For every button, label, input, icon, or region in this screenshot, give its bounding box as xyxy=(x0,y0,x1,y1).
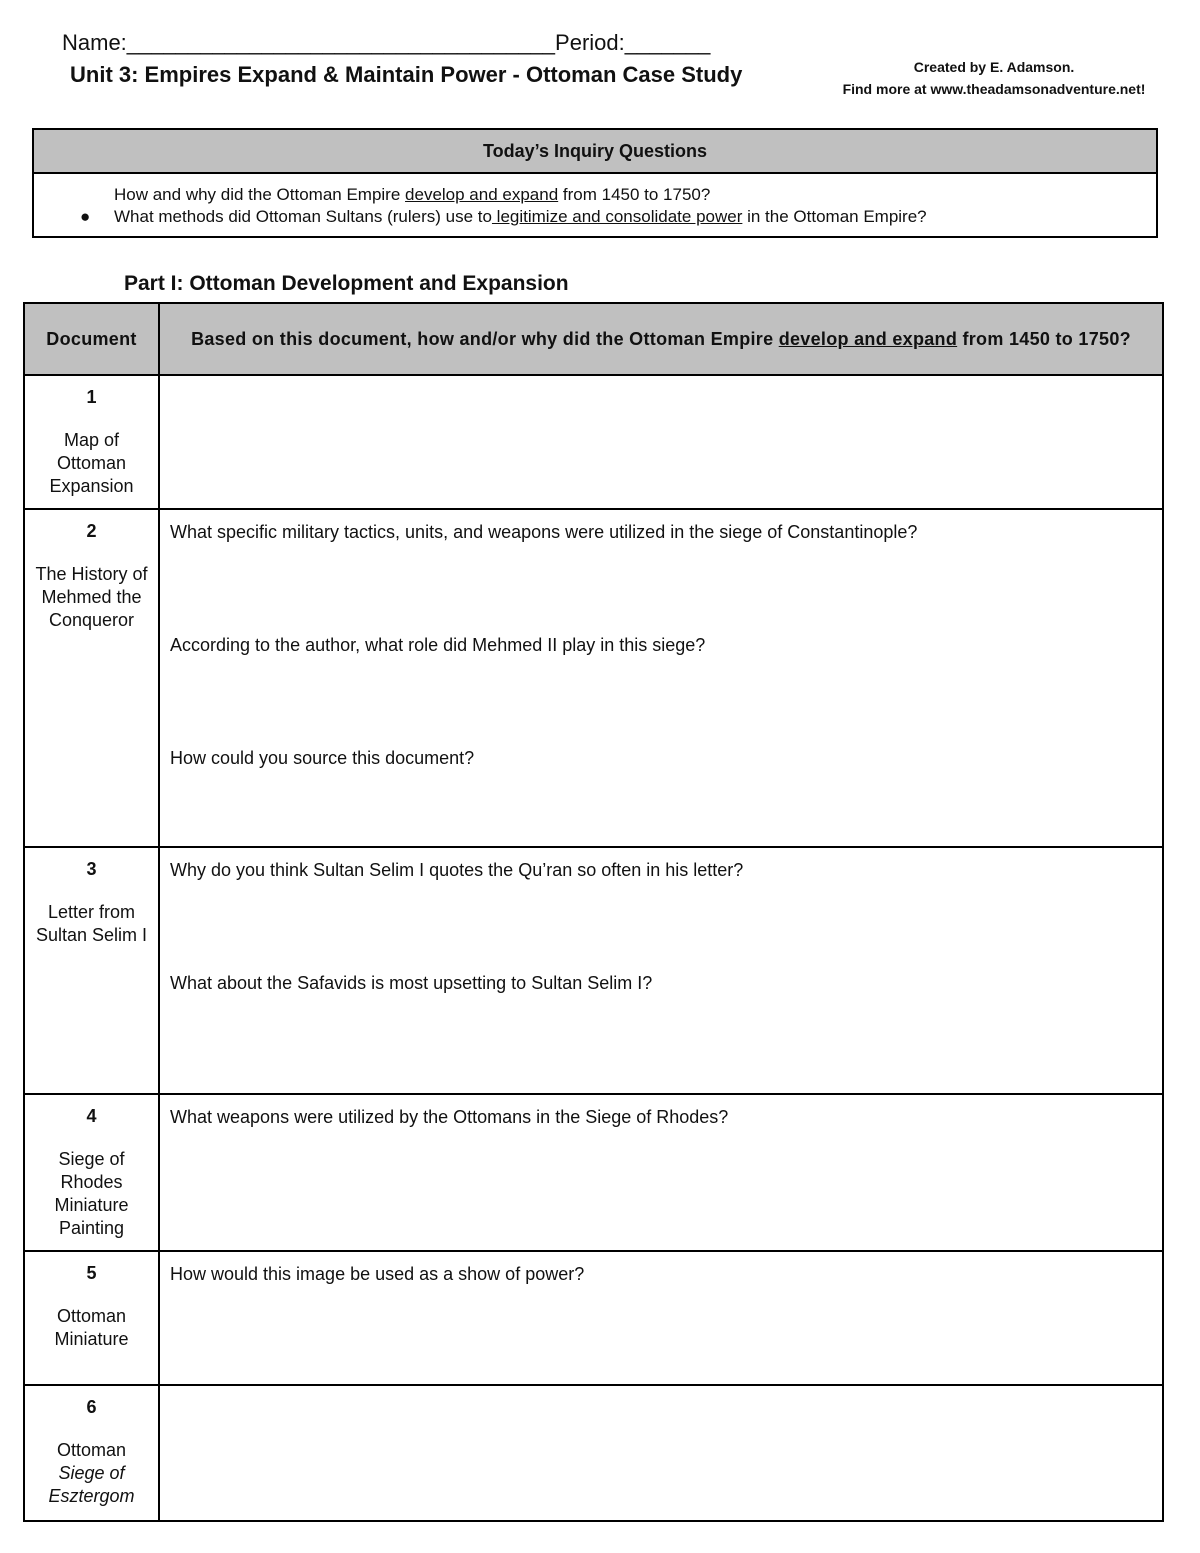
question: What weapons were utilized by the Ottomans in the Siege of Rhodes? xyxy=(170,1107,729,1127)
answer-cell[interactable] xyxy=(159,1385,1163,1521)
q1-text: How and why did the Ottoman Empire xyxy=(114,185,406,204)
inquiry-questions-box xyxy=(32,128,1158,238)
name-blank[interactable]: ___________________________________ xyxy=(126,30,556,55)
doc-title: Letter from Sultan Selim I xyxy=(35,902,148,945)
name-label: Name: xyxy=(62,30,127,55)
q1-text-end: from 1450 to 1750? xyxy=(558,185,711,204)
doc-cell xyxy=(24,1385,159,1521)
table-row xyxy=(24,847,1163,1094)
doc-title: Map of Ottoman Expansion xyxy=(49,430,134,496)
table-row xyxy=(24,375,1163,509)
table-row xyxy=(24,1251,1163,1385)
inquiry-body xyxy=(34,174,1156,228)
inquiry-question-2 xyxy=(34,206,1156,228)
doc-title: Ottoman xyxy=(56,1440,127,1460)
doc-number: 5 xyxy=(86,1263,97,1283)
question: How would this image be used as a show of power? xyxy=(170,1264,585,1284)
doc-cell xyxy=(24,847,159,1094)
doc-number: 2 xyxy=(86,521,97,541)
question: Why do you think Sultan Selim I quotes the Qu’ran so often in his letter? xyxy=(170,860,744,880)
name-period-line xyxy=(62,30,710,56)
doc-title-italic: Siege of Esztergom xyxy=(48,1463,135,1506)
doc-title: The History of Mehmed the Conqueror xyxy=(35,564,148,630)
bullet-icon: ● xyxy=(80,207,91,226)
table-row xyxy=(24,1385,1163,1521)
q1-underlined: develop and expand xyxy=(405,185,559,204)
inquiry-question-1 xyxy=(34,184,1156,206)
doc-cell xyxy=(24,1094,159,1251)
doc-cell xyxy=(24,375,159,509)
q2-text: What methods did Ottoman Sultans (rulers) use to xyxy=(114,207,492,226)
worksheet-title: Unit 3: Empires Expand & Maintain Power - Ottoman Case Study xyxy=(70,62,743,87)
col-question-text: Based on this document, how and/or why did the Ottoman Empire xyxy=(191,328,779,349)
credit-author: Created by E. Adamson. xyxy=(913,59,1075,75)
doc-number: 1 xyxy=(86,387,97,407)
answer-cell[interactable] xyxy=(159,509,1163,847)
col-question-header xyxy=(159,303,1163,375)
col-question-underlined: develop and expand xyxy=(778,328,958,349)
answer-cell[interactable] xyxy=(159,375,1163,509)
table-row xyxy=(24,509,1163,847)
doc-cell xyxy=(24,1251,159,1385)
doc-title: Ottoman Miniature xyxy=(54,1306,129,1349)
table-header-row xyxy=(24,303,1163,375)
period-blank[interactable]: _______ xyxy=(624,30,711,55)
credit xyxy=(810,56,1178,100)
question: How could you source this document? xyxy=(170,748,475,768)
document-analysis-table xyxy=(23,302,1164,1522)
question: What specific military tactics, units, and weapons were utilized in the siege of Constantinople? xyxy=(170,522,918,542)
doc-number: 4 xyxy=(86,1106,97,1126)
doc-title: Siege of Rhodes Miniature Painting xyxy=(54,1149,129,1238)
credit-website: Find more at www.theadamsonadventure.net! xyxy=(842,81,1146,97)
doc-cell xyxy=(24,509,159,847)
q2-text-end: in the Ottoman Empire? xyxy=(742,207,927,226)
col-document-header: Document xyxy=(24,303,159,375)
question: According to the author, what role did Mehmed II play in this siege? xyxy=(170,635,706,655)
table-row xyxy=(24,1094,1163,1251)
part1-title: Part I: Ottoman Development and Expansion xyxy=(124,272,569,295)
inquiry-heading: Today’s Inquiry Questions xyxy=(34,130,1156,174)
doc-number: 6 xyxy=(86,1397,97,1417)
answer-cell[interactable] xyxy=(159,847,1163,1094)
period-label: Period: xyxy=(555,30,625,55)
q2-underlined: legitimize and consolidate power xyxy=(491,207,743,226)
doc-number: 3 xyxy=(86,859,97,879)
col-question-text-end: from 1450 to 1750? xyxy=(957,328,1131,349)
answer-cell[interactable] xyxy=(159,1094,1163,1251)
question: What about the Safavids is most upsetting to Sultan Selim I? xyxy=(170,973,653,993)
answer-cell[interactable] xyxy=(159,1251,1163,1385)
